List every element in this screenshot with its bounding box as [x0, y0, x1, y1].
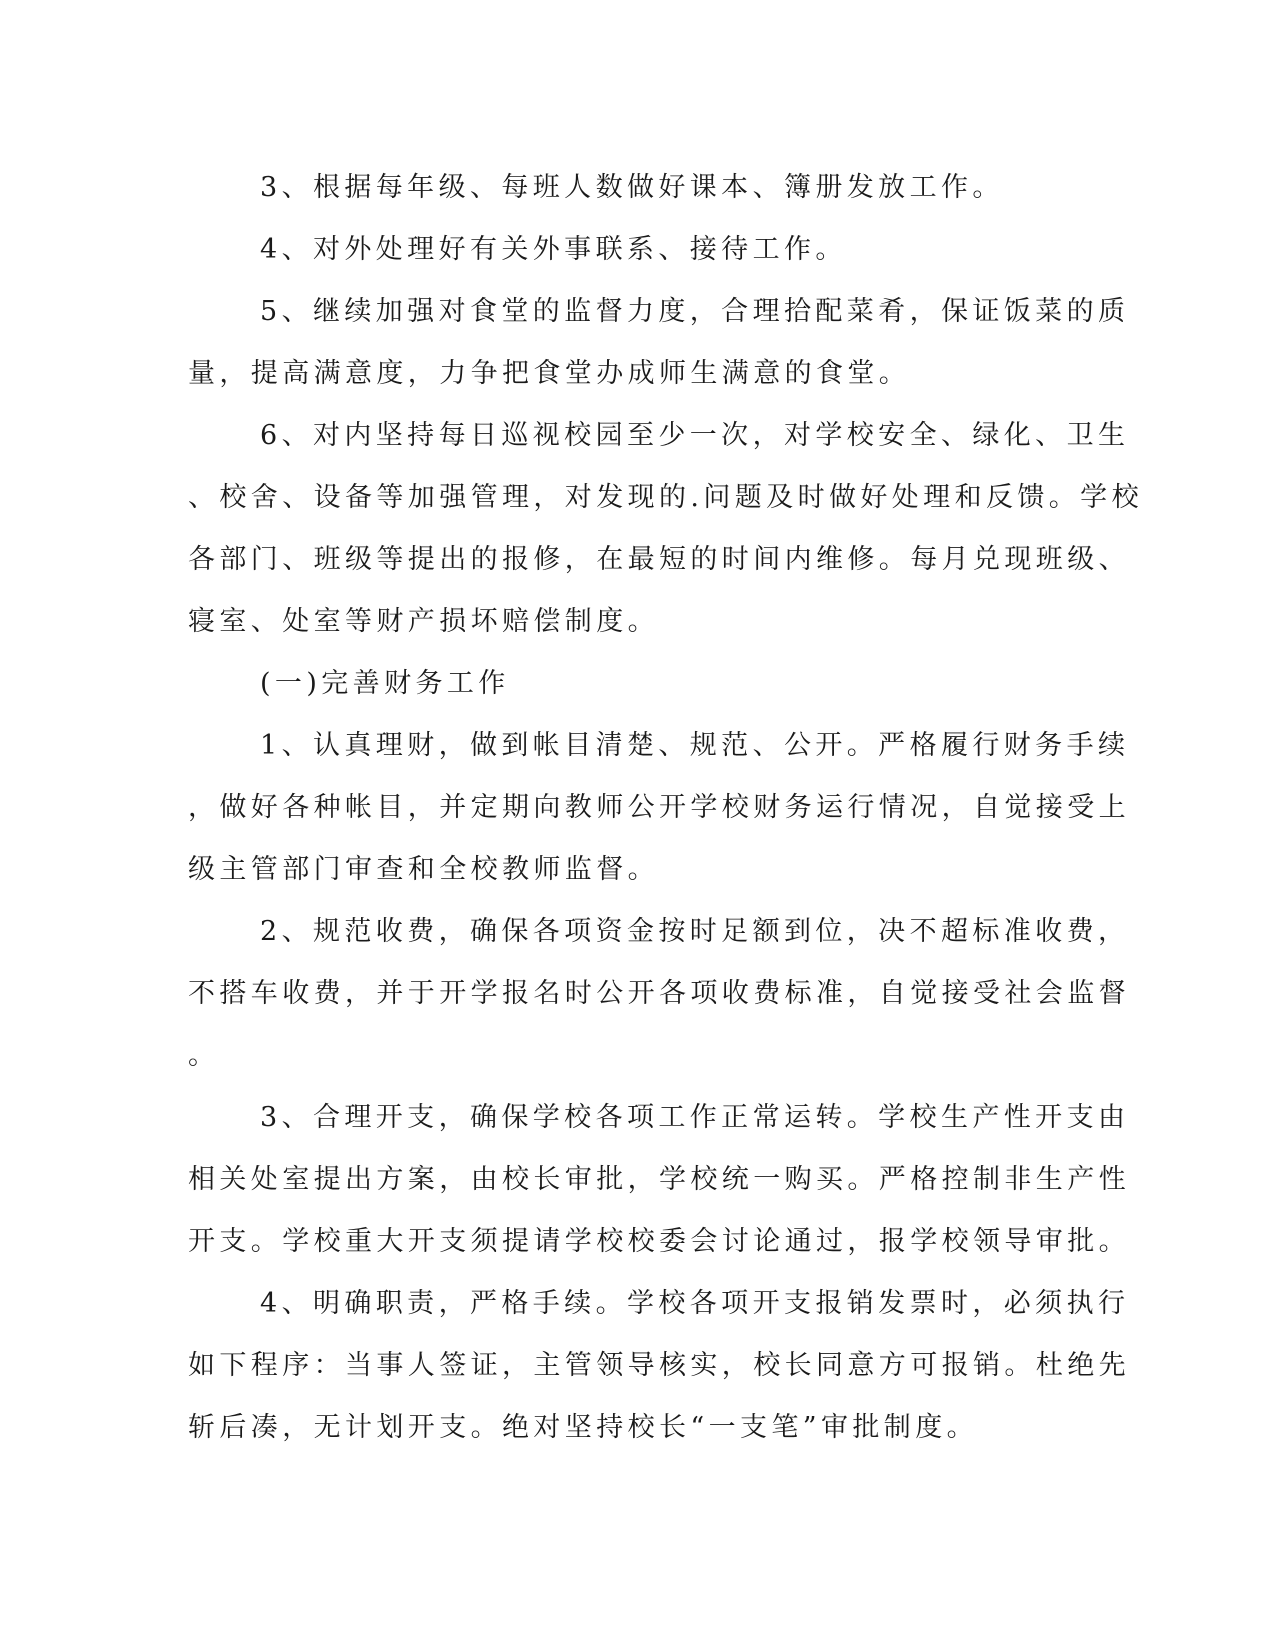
text-line: 3、根据每年级、每班人数做好课本、簿册发放工作。: [260, 172, 1004, 203]
text-line: 4、对外处理好有关外事联系、接待工作。: [260, 234, 847, 265]
text-line: 6、对内坚持每日巡视校园至少一次，对学校安全、绿化、卫生: [260, 420, 1130, 451]
text-line: 1、认真理财，做到帐目清楚、规范、公开。严格履行财务手续: [260, 730, 1130, 761]
document-body: [188, 157, 1143, 1459]
text-line: 寝室、处室等财产损坏赔偿制度。: [188, 606, 659, 637]
text-line: 级主管部门审查和全校教师监督。: [188, 854, 659, 885]
text-line: 。: [188, 1040, 220, 1071]
text-line: 相关处室提出方案，由校长审批，学校统一购买。严格控制非生产性: [188, 1164, 1130, 1195]
text-line: 斩后凑，无计划开支。绝对坚持校长“一支笔”审批制度。: [188, 1412, 979, 1443]
text-line: 不搭车收费，并于开学报名时公开各项收费标准，自觉接受社会监督: [188, 978, 1130, 1009]
text-line: 3、合理开支，确保学校各项工作正常运转。学校生产性开支由: [260, 1102, 1130, 1133]
text-line: 5、继续加强对食堂的监督力度，合理拾配菜肴，保证饭菜的质: [260, 296, 1130, 327]
text-line: 如下程序：当事人签证，主管领导核实，校长同意方可报销。杜绝先: [188, 1350, 1130, 1381]
text-line: 量，提高满意度，力争把食堂办成师生满意的食堂。: [188, 358, 911, 389]
text-line: ，做好各种帐目，并定期向教师公开学校财务运行情况，自觉接受上: [188, 792, 1130, 823]
text-line: 、校舍、设备等加强管理，对发现的.问题及时做好处理和反馈。学校: [188, 482, 1143, 513]
section-heading: (一)完善财务工作: [260, 668, 510, 699]
text-line: 各部门、班级等提出的报修，在最短的时间内维修。每月兑现班级、: [188, 544, 1130, 575]
text-line: 4、明确职责，严格手续。学校各项开支报销发票时，必须执行: [260, 1288, 1130, 1319]
text-line: 2、规范收费，确保各项资金按时足额到位，决不超标准收费，: [260, 916, 1130, 947]
text-line: 开支。学校重大开支须提请学校校委会讨论通过，报学校领导审批。: [188, 1226, 1130, 1257]
